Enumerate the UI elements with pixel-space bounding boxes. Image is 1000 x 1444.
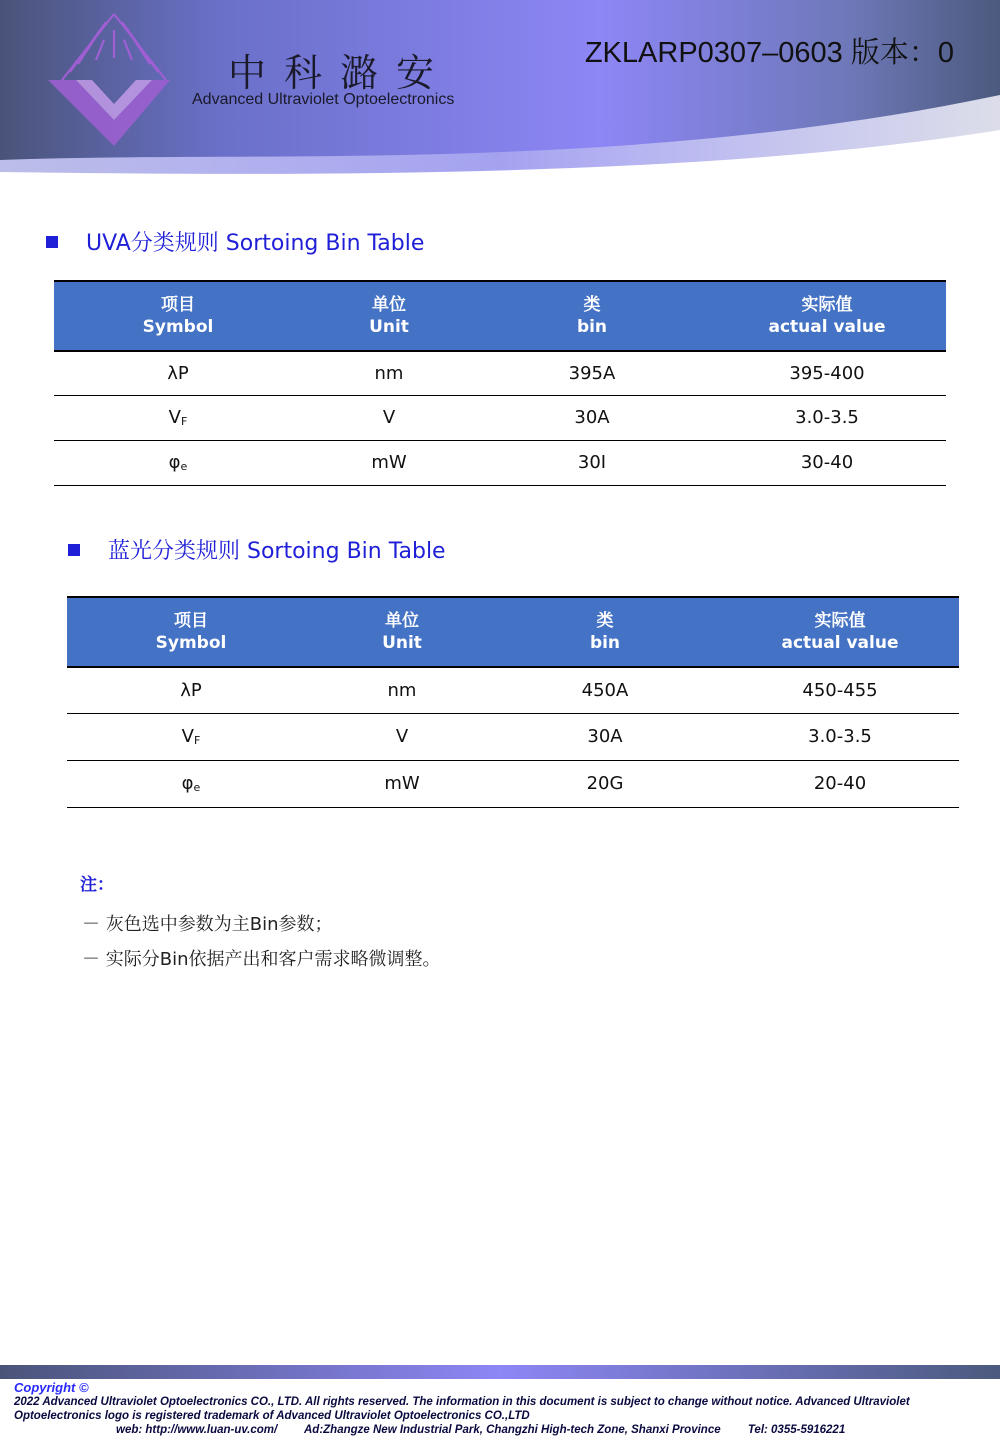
cell-value: 3.0-3.5 bbox=[721, 713, 959, 760]
table-row bbox=[67, 760, 959, 807]
header-symbol: 项目 Symbol bbox=[67, 597, 315, 667]
footer bbox=[14, 1381, 994, 1437]
note-item: － 实际分Bin依据产出和客户需求略微调整。 bbox=[82, 949, 441, 970]
header-unit: 单位 Unit bbox=[315, 597, 489, 667]
bullet-square-icon bbox=[46, 236, 58, 248]
header-symbol: 项目 Symbol bbox=[54, 281, 302, 351]
footer-gradient-bar bbox=[0, 1365, 1000, 1379]
cell-bin: 395A bbox=[476, 351, 708, 395]
cell-value: 3.0-3.5 bbox=[708, 395, 946, 440]
footer-copyright: Copyright © bbox=[14, 1380, 89, 1395]
cell-bin: 30A bbox=[489, 713, 721, 760]
header-unit: 单位 Unit bbox=[302, 281, 476, 351]
brand-chinese-name: 中科潞安 bbox=[228, 51, 453, 95]
cell-symbol: VF bbox=[54, 395, 302, 440]
cell-unit: V bbox=[315, 713, 489, 760]
uva-bin-table bbox=[54, 280, 946, 486]
note-item: － 灰色选中参数为主Bin参数； bbox=[82, 914, 333, 935]
footer-line-2: Optoelectronics logo is registered trademark of Advanced Ultraviolet Optoelectronics CO.,LTD bbox=[14, 1410, 530, 1422]
cell-symbol: φe bbox=[54, 440, 302, 485]
notes-section bbox=[80, 870, 440, 977]
blue-bin-table bbox=[67, 596, 959, 808]
cell-symbol: λP bbox=[54, 351, 302, 395]
cell-bin: 30A bbox=[476, 395, 708, 440]
bullet-square-icon bbox=[68, 544, 80, 556]
header-bin: 类 bin bbox=[489, 597, 721, 667]
header-actual-value: 实际值 actual value bbox=[708, 281, 946, 351]
footer-contact bbox=[14, 1423, 994, 1437]
header-banner bbox=[0, 0, 1000, 180]
cell-symbol: λP bbox=[67, 667, 315, 713]
brand-english-name: Advanced Ultraviolet Optoelectronics bbox=[192, 91, 455, 108]
table-row bbox=[67, 667, 959, 713]
cell-symbol: VF bbox=[67, 713, 315, 760]
notes-title: 注： bbox=[80, 875, 114, 895]
footer-web: web: http://www.luan-uv.com/ bbox=[116, 1424, 278, 1436]
cell-bin: 30I bbox=[476, 440, 708, 485]
table-header-row bbox=[54, 281, 946, 351]
table-row bbox=[54, 351, 946, 395]
cell-unit: nm bbox=[315, 667, 489, 713]
cell-unit: V bbox=[302, 395, 476, 440]
footer-line-1: 2022 Advanced Ultraviolet Optoelectronics CO., LTD. All rights reserved. The information in this document is subject to change without notice. Advanced Ultraviolet bbox=[14, 1396, 910, 1408]
cell-value: 395-400 bbox=[708, 351, 946, 395]
cell-unit: nm bbox=[302, 351, 476, 395]
footer-tel: Tel: 0355-5916221 bbox=[747, 1424, 846, 1436]
table-header-row bbox=[67, 597, 959, 667]
cell-value: 30-40 bbox=[708, 440, 946, 485]
cell-unit: mW bbox=[315, 760, 489, 807]
cell-bin: 450A bbox=[489, 667, 721, 713]
uva-section-title: UVA分类规则 Sortoing Bin Table bbox=[46, 226, 424, 257]
table-row bbox=[67, 713, 959, 760]
cell-bin: 20G bbox=[489, 760, 721, 807]
cell-unit: mW bbox=[302, 440, 476, 485]
cell-symbol: φe bbox=[67, 760, 315, 807]
footer-address: Ad:Zhangze New Industrial Park, Changzhi High-tech Zone, Shanxi Province bbox=[304, 1424, 721, 1436]
table-row bbox=[54, 395, 946, 440]
header-actual-value: 实际值 actual value bbox=[721, 597, 959, 667]
cell-value: 450-455 bbox=[721, 667, 959, 713]
cell-value: 20-40 bbox=[721, 760, 959, 807]
table-row bbox=[54, 440, 946, 485]
blue-section-title: 蓝光分类规则 Sortoing Bin Table bbox=[68, 534, 446, 565]
company-logo bbox=[44, 10, 174, 150]
document-code: ZKLARP0307–0603 版本：0 bbox=[584, 37, 954, 69]
header-bin: 类 bin bbox=[476, 281, 708, 351]
